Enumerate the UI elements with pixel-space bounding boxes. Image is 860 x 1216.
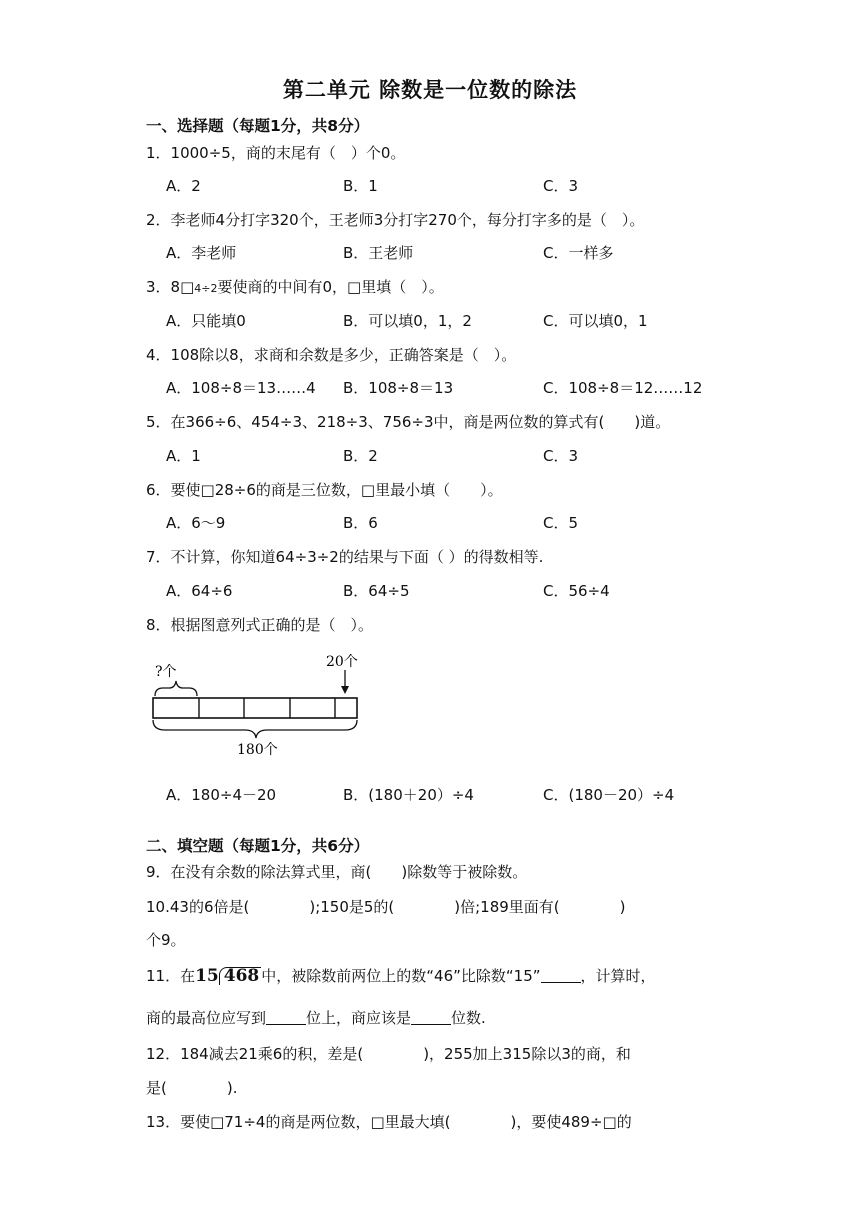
total-label: 180个: [237, 742, 278, 758]
q6-option-c: C．5: [543, 514, 579, 532]
q11-line2-b: 位上，商应该是: [306, 1009, 412, 1027]
q8-option-a: A．180÷4－20: [166, 786, 277, 804]
q11-line2-c: 位数.: [451, 1009, 486, 1027]
q11-dividend: 468: [219, 967, 262, 985]
question-9: 9．在没有余数的除法算式里，商( )除数等于被除数。: [146, 863, 528, 881]
section-heading-choice: 一、选择题（每题1分，共8分）: [146, 117, 370, 135]
question-12-line2: 是( ).: [146, 1079, 238, 1097]
question-8: 8．根据图意列式正确的是（ ）。: [146, 616, 374, 634]
q6-option-a: A．6～9: [166, 514, 226, 532]
q11-blank-3: [411, 1010, 451, 1025]
question-1: 1．1000÷5，商的末尾有（ ）个0。: [146, 144, 406, 162]
q3-stem-suffix: 要使商的中间有0，□里填（ ）。: [217, 278, 444, 296]
extra-label: 20个: [326, 654, 358, 670]
q3-stem-small: 4÷2: [194, 282, 218, 295]
segment-bar: [153, 698, 357, 718]
question-10-line2: 个9。: [146, 931, 186, 949]
q1-option-a: A．2: [166, 177, 201, 195]
q1-option-c: C．3: [543, 177, 579, 195]
q6-option-b: B．6: [343, 514, 378, 532]
question-3: [146, 276, 444, 297]
question-4: 4．108除以8，求商和余数是多少，正确答案是（ ）。: [146, 346, 517, 364]
q5-option-b: B．2: [343, 447, 378, 465]
extra-arrowhead: [341, 686, 349, 694]
q11-divisor: 15: [195, 966, 219, 986]
question-12-line1: 12．184减去21乘6的积，差是( )，255加上315除以3的商，和: [146, 1045, 631, 1063]
total-brace: [153, 720, 357, 738]
q2-option-c: C．一样多: [543, 244, 614, 262]
q5-option-a: A．1: [166, 447, 201, 465]
q2-option-a: A．李老师: [166, 244, 237, 262]
question-11-line1: [146, 965, 656, 986]
q11-line2-a: 商的最高位应写到: [146, 1009, 267, 1027]
q7-option-a: A．64÷6: [166, 582, 233, 600]
q11-blank-2: [266, 1010, 306, 1025]
q11-end: ，计算时，: [580, 967, 656, 985]
page-title: 第二单元 除数是一位数的除法: [282, 78, 578, 102]
long-division-symbol: [195, 966, 261, 986]
q4-option-c: C．108÷8＝12……12: [543, 379, 703, 397]
q1-option-b: B．1: [343, 177, 378, 195]
q11-middle: 中，被除数前两位上的数“46”比除数“15”: [261, 967, 541, 985]
q3-option-b: B．可以填0，1，2: [343, 312, 472, 330]
q3-option-a: A．只能填0: [166, 312, 246, 330]
q8-option-c: C．(180－20）÷4: [543, 786, 675, 804]
q7-option-b: B．64÷5: [343, 582, 410, 600]
unknown-label: ?个: [155, 664, 177, 680]
q11-prefix: 11．在: [146, 967, 196, 985]
question-7: 7．不计算，你知道64÷3÷2的结果与下面（ ）的得数相等.: [146, 548, 544, 566]
segment-diagram: [145, 648, 385, 768]
q3-stem-prefix: 3．8□: [146, 278, 195, 296]
question-2: 2．李老师4分打字320个，王老师3分打字270个，每分打字多的是（ ）。: [146, 211, 645, 229]
q2-option-b: B．王老师: [343, 244, 414, 262]
unknown-brace: [155, 681, 197, 696]
q4-option-b: B．108÷8＝13: [343, 379, 454, 397]
question-6: 6．要使□28÷6的商是三位数，□里最小填（ ）。: [146, 481, 503, 499]
question-10-line1: 10.43的6倍是( );150是5的( )倍;189里面有( ): [146, 898, 626, 916]
q4-option-a: A．108÷8＝13……4: [166, 379, 316, 397]
q7-option-c: C．56÷4: [543, 582, 610, 600]
section-heading-fill: 二、填空题（每题1分，共6分）: [146, 837, 370, 855]
question-11-line2: [146, 1007, 486, 1028]
q3-option-c: C．可以填0，1: [543, 312, 648, 330]
question-5: 5．在366÷6、454÷3、218÷3、756÷3中，商是两位数的算式有( )道。: [146, 413, 671, 431]
question-13-line1: 13．要使□71÷4的商是两位数，□里最大填( )，要使489÷□的: [146, 1113, 632, 1131]
q8-option-b: B．(180＋20）÷4: [343, 786, 474, 804]
q5-option-c: C．3: [543, 447, 579, 465]
q11-blank-1: [541, 968, 581, 983]
